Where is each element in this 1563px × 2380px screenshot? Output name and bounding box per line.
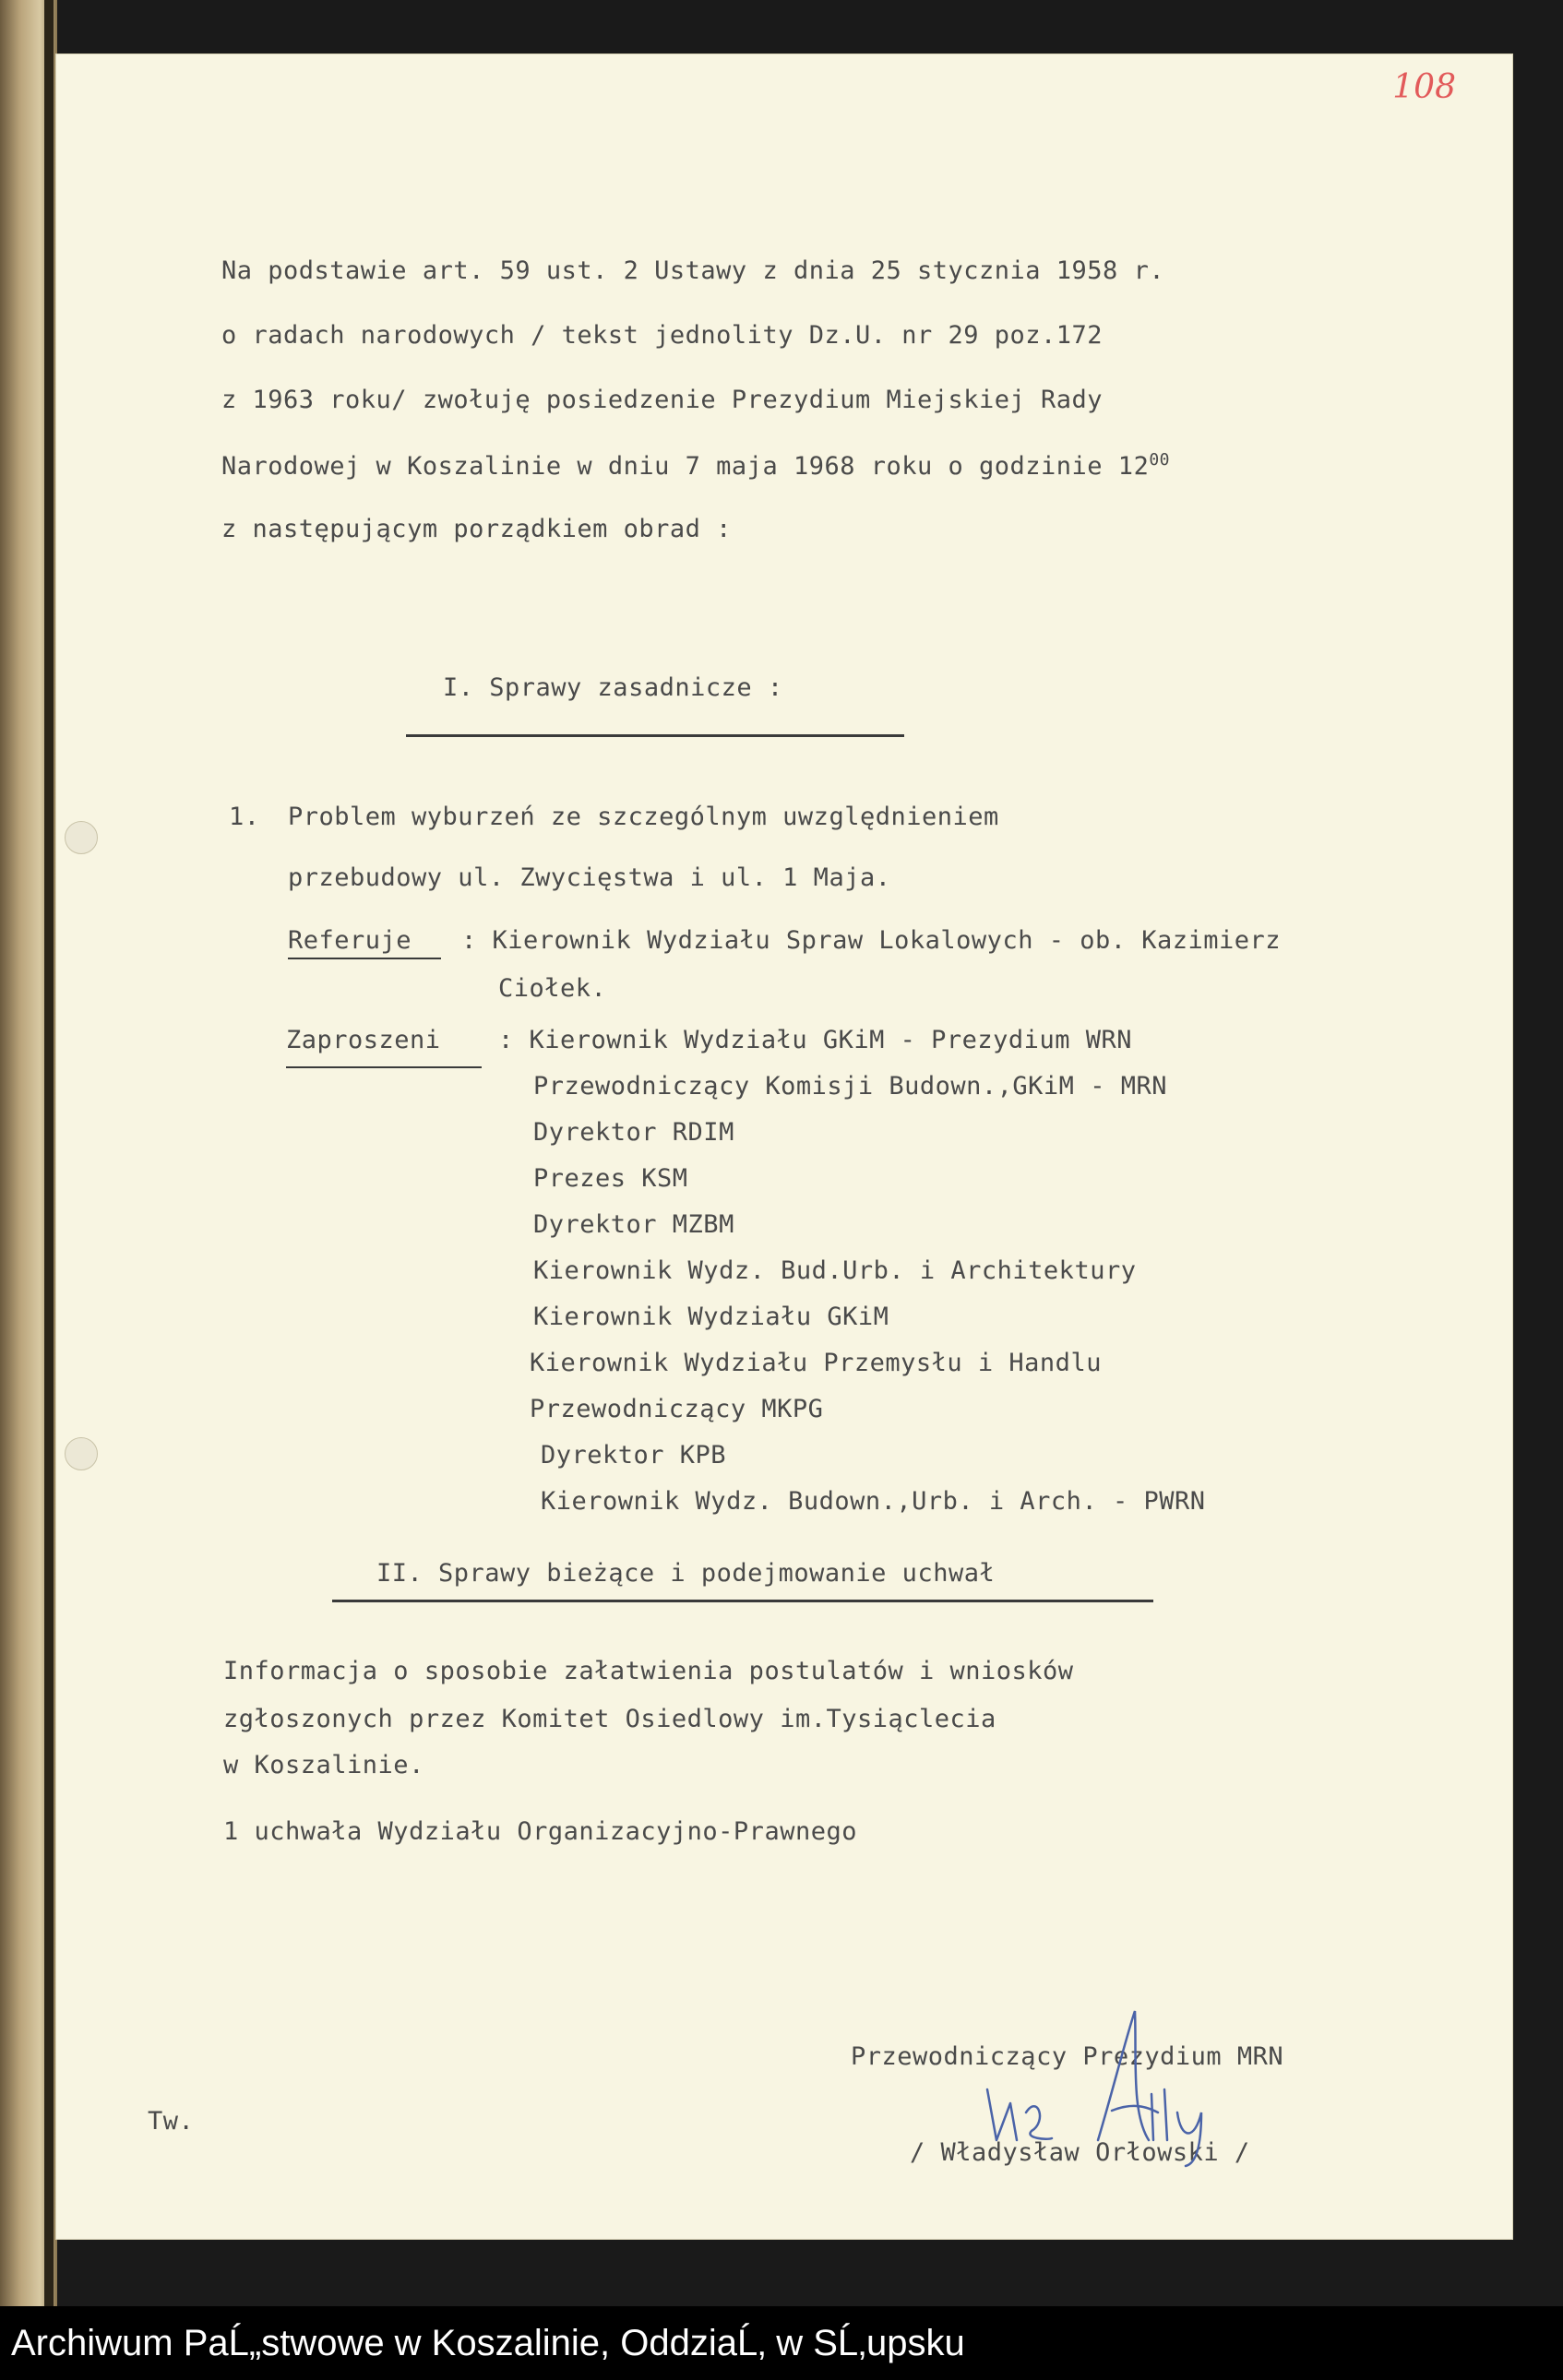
section-heading: II. Sprawy bieżące i podejmowanie uchwał (376, 1559, 996, 1588)
info-line: Informacja o sposobie załatwienia postulatów i wniosków (223, 1657, 1074, 1685)
invitee-line: Kierownik Wydz. Bud.Urb. i Architektury (533, 1256, 1137, 1285)
referuje-line: : Kierownik Wydziału Spraw Lokalowych - ob. Kazimierz (461, 926, 1282, 955)
info-line: w Koszalinie. (223, 1751, 424, 1779)
heading-underline (406, 734, 904, 737)
folio-number: 108 (1392, 68, 1456, 106)
time-superscript: 00 (1149, 450, 1171, 470)
invitee-line: : Kierownik Wydziału GKiM - Prezydium WRN (498, 1026, 1132, 1054)
invitee-line: Kierownik Wydziału GKiM (533, 1303, 889, 1331)
invitee-line: Przewodniczący Komisji Budown.,GKiM - MRN (533, 1072, 1167, 1101)
info-line: zgłoszonych przez Komitet Osiedlowy im.Tysiąclecia (223, 1705, 996, 1733)
zaproszeni-label: Zaproszeni (286, 1026, 441, 1054)
invitee-line: Kierownik Wydziału Przemysłu i Handlu (530, 1349, 1102, 1377)
signatory-name: / Władysław Orłowski / (910, 2138, 1250, 2167)
punch-hole-icon (65, 821, 98, 854)
intro-line: Na podstawie art. 59 ust. 2 Ustawy z dnia 25 stycznia 1958 r. (221, 256, 1165, 285)
item-line: przebudowy ul. Zwycięstwa i ul. 1 Maja. (288, 863, 891, 892)
binding-edge (44, 0, 54, 2306)
punch-hole-icon (65, 1437, 98, 1470)
item-line: Problem wyburzeń ze szczególnym uwzględnieniem (288, 803, 999, 831)
intro-line-with-time (221, 450, 1170, 481)
intro-line: z następującym porządkiem obrad : (221, 515, 732, 543)
referuje-line: Ciołek. (498, 974, 607, 1003)
intro-line: o radach narodowych / tekst jednolity Dz.U. nr 29 poz.172 (221, 321, 1104, 350)
invitee-line: Dyrektor MZBM (533, 1210, 734, 1239)
intro-line: Narodowej w Koszalinie w dniu 7 maja 1968 roku o godzinie 12 (221, 452, 1150, 481)
referuje-label: Referuje (288, 926, 412, 955)
typist-initials: Tw. (148, 2107, 195, 2136)
resolution-line: 1 uchwała Wydziału Organizacyjno-Prawnego (223, 1817, 857, 1846)
invitee-line: Kierownik Wydz. Budown.,Urb. i Arch. - PWRN (541, 1487, 1206, 1516)
label-underline (286, 1066, 482, 1068)
signatory-title: Przewodniczący Prezydium MRN (851, 2042, 1284, 2071)
section-heading: I. Sprawy zasadnicze : (443, 673, 783, 702)
label-underline (288, 958, 441, 959)
invitee-line: Dyrektor RDIM (533, 1118, 734, 1147)
handwritten-signature-icon (960, 2002, 1264, 2168)
intro-line: z 1963 roku/ zwołuję posiedzenie Prezydium Miejskiej Rady (221, 386, 1104, 414)
invitee-line: Prezes KSM (533, 1164, 688, 1193)
invitee-line: Przewodniczący MKPG (530, 1395, 824, 1423)
heading-underline (332, 1600, 1153, 1602)
archive-footer: Archiwum PaĹ„stwowe w Koszalinie, OddziaĹ‚ w SĹ‚upsku (0, 2306, 1563, 2380)
item-number: 1. (229, 803, 260, 831)
invitee-line: Dyrektor KPB (541, 1441, 727, 1470)
document-page (55, 54, 1513, 2240)
